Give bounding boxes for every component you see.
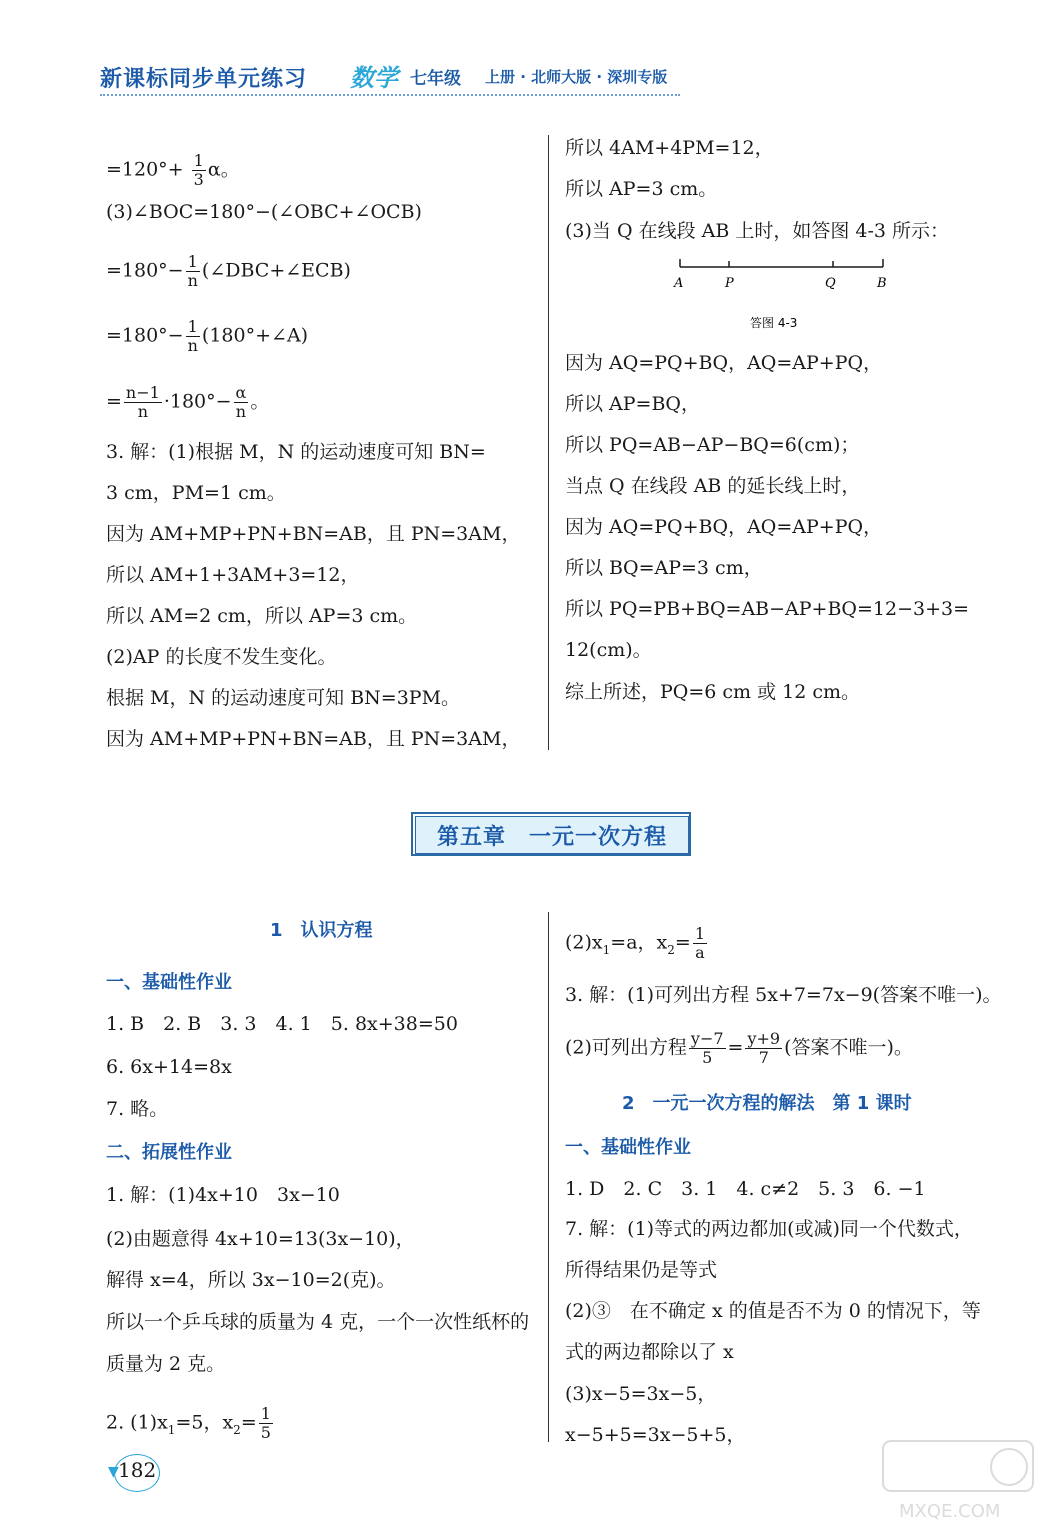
header-rule — [100, 94, 680, 96]
text-line: 1. D 2. C 3. 1 4. c≠2 5. 3 6. −1 — [565, 1178, 926, 1200]
column-divider-bottom — [548, 912, 549, 1442]
section-title: 二、拓展性作业 — [106, 1142, 232, 1163]
point-label-q: Q — [825, 276, 836, 291]
fraction: $\frac{n-1}{n}$ — [125, 383, 160, 421]
text-line: =180°− $\frac{1}{n}$ (∠DBC+∠ECB) — [106, 252, 351, 290]
text-line: (2)AP 的长度不发生变化。 — [106, 646, 337, 668]
text-line: (3)∠BOC=180°−(∠OBC+∠OCB) — [106, 201, 422, 223]
text-line: 2. $(1)x_1=5$，$x_2=$ $\frac{1}{5}$ — [106, 1404, 271, 1442]
text-line: $(2)x_1=a$，$x_2=$ $\frac{1}{a}$ — [565, 924, 705, 962]
text-line: x−5+5=3x−5+5， — [565, 1424, 746, 1446]
text-line: 6. 6x+14=8x — [106, 1056, 232, 1078]
svg-text:MXQE.COM: MXQE.COM — [899, 1501, 1001, 1522]
text-line: 3. 解：(1)可列出方程 5x+7=7x−9(答案不唯一)。 — [565, 984, 1002, 1006]
text-line: 3. 解：(1)根据 M，N 的运动速度可知 BN= — [106, 441, 486, 463]
lesson-title: 1 认识方程 — [270, 920, 373, 941]
text-line: (2)可列出方程 $\frac{y-7}{5}$ = $\frac{y+9}{7}$ (答案不唯一)。 — [565, 1029, 913, 1067]
text-line: 1. 解：(1)4x+10 3x−10 — [106, 1184, 340, 1206]
point-label-b: B — [877, 276, 887, 291]
text-line: 所以 AM=2 cm，所以 AP=3 cm。 — [106, 605, 418, 627]
text-line: 7. 略。 — [106, 1098, 169, 1120]
text-line: 所以 PQ=AB−AP−BQ=6(cm)； — [565, 434, 860, 456]
fraction: $\frac{y-7}{5}$ — [690, 1029, 724, 1067]
chapter-title: 第五章 一元一次方程 — [415, 816, 689, 854]
text-line: 1. B 2. B 3. 3 4. 1 5. 8x+38=50 — [106, 1013, 458, 1035]
text-line: 所以 BQ=AP=3 cm， — [565, 557, 763, 579]
text-line: 综上所述，PQ=6 cm 或 12 cm。 — [565, 681, 861, 703]
text-line: 所得结果仍是等式 — [565, 1259, 718, 1281]
point-label-a: A — [674, 276, 684, 291]
point-label-p: P — [725, 276, 734, 291]
text-line: =180°− $\frac{1}{n}$ (180°+∠A) — [106, 317, 309, 355]
lesson-title: 2 一元一次方程的解法 第 1 课时 — [622, 1093, 912, 1114]
fraction: $\frac{1}{n}$ — [187, 317, 198, 355]
text-line: 当点 Q 在线段 AB 的延长线上时， — [565, 475, 861, 497]
fraction: $\frac{1}{n}$ — [187, 252, 198, 290]
text-line: 所以 AP=3 cm。 — [565, 178, 718, 200]
text-line: 根据 M，N 的运动速度可知 BN=3PM。 — [106, 687, 461, 709]
text-line: 解得 x=4，所以 3x−10=2(克)。 — [106, 1269, 396, 1291]
text-line: 质量为 2 克。 — [106, 1353, 226, 1375]
text-line: = $\frac{n-1}{n}$ ·180°− $\frac{\alpha}{n}$ 。 — [106, 383, 270, 421]
chapter-title-box — [411, 812, 691, 856]
edition-label: 上册 · 北师大版 · 深圳专版 — [485, 68, 668, 86]
series-title: 新课标同步单元练习 — [100, 67, 308, 92]
fraction: $\frac{1}{5}$ — [260, 1404, 271, 1442]
page-header — [100, 58, 680, 98]
page-number: ▼ 182 — [108, 1454, 158, 1492]
text-line: 所以 4AM+4PM=12， — [565, 137, 774, 159]
text-line: 7. 解：(1)等式的两边都加(或减)同一个代数式， — [565, 1218, 973, 1240]
text-line: 所以 AM+1+3AM+3=12， — [106, 564, 360, 586]
arrow-down-icon: ▼ — [108, 1464, 119, 1480]
section-title: 一、基础性作业 — [565, 1137, 691, 1158]
segment-figure — [665, 255, 895, 335]
text-line: 因为 AQ=PQ+BQ，AQ=AP+PQ， — [565, 516, 883, 538]
fraction: $\frac{1}{3}$ — [193, 151, 204, 189]
section-title: 一、基础性作业 — [106, 972, 232, 993]
text-line: 12(cm)。 — [565, 639, 652, 661]
text-line: 式的两边都除以了 x — [565, 1341, 734, 1363]
text-line: 所以 PQ=PB+BQ=AB−AP+BQ=12−3+3= — [565, 598, 970, 620]
text-line: =120°+ $\frac{1}{3}$ α。 — [106, 151, 240, 189]
watermark-logo — [879, 1437, 1039, 1532]
text-line: 所以一个乒乓球的质量为 4 克，一个一次性纸杯的 — [106, 1311, 530, 1333]
text-line: 因为 AQ=PQ+BQ，AQ=AP+PQ， — [565, 352, 883, 374]
grade-label: 七年级 — [410, 69, 461, 89]
text-line: 因为 AM+MP+PN+BN=AB，且 PN=3AM， — [106, 523, 521, 545]
text-line: 因为 AM+MP+PN+BN=AB，且 PN=3AM， — [106, 728, 521, 750]
fraction: $\frac{y+9}{7}$ — [747, 1029, 781, 1067]
fraction: $\frac{1}{a}$ — [694, 924, 705, 962]
figure-caption: 答图 4-3 — [750, 316, 798, 330]
text-line: (3)当 Q 在线段 AB 上时，如答图 4-3 所示： — [565, 220, 950, 242]
text-line: (2)由题意得 4x+10=13(3x−10)， — [106, 1228, 415, 1250]
text-line: (2)③ 在不确定 x 的值是否不为 0 的情况下，等 — [565, 1300, 981, 1322]
text-line: 所以 AP=BQ， — [565, 393, 701, 415]
text-line: (3)x−5=3x−5， — [565, 1383, 717, 1405]
text-line: 3 cm，PM=1 cm。 — [106, 482, 286, 504]
column-divider-top — [548, 135, 549, 750]
fraction: $\frac{\alpha}{n}$ — [235, 383, 247, 421]
subject-label: 数学 — [350, 64, 398, 92]
